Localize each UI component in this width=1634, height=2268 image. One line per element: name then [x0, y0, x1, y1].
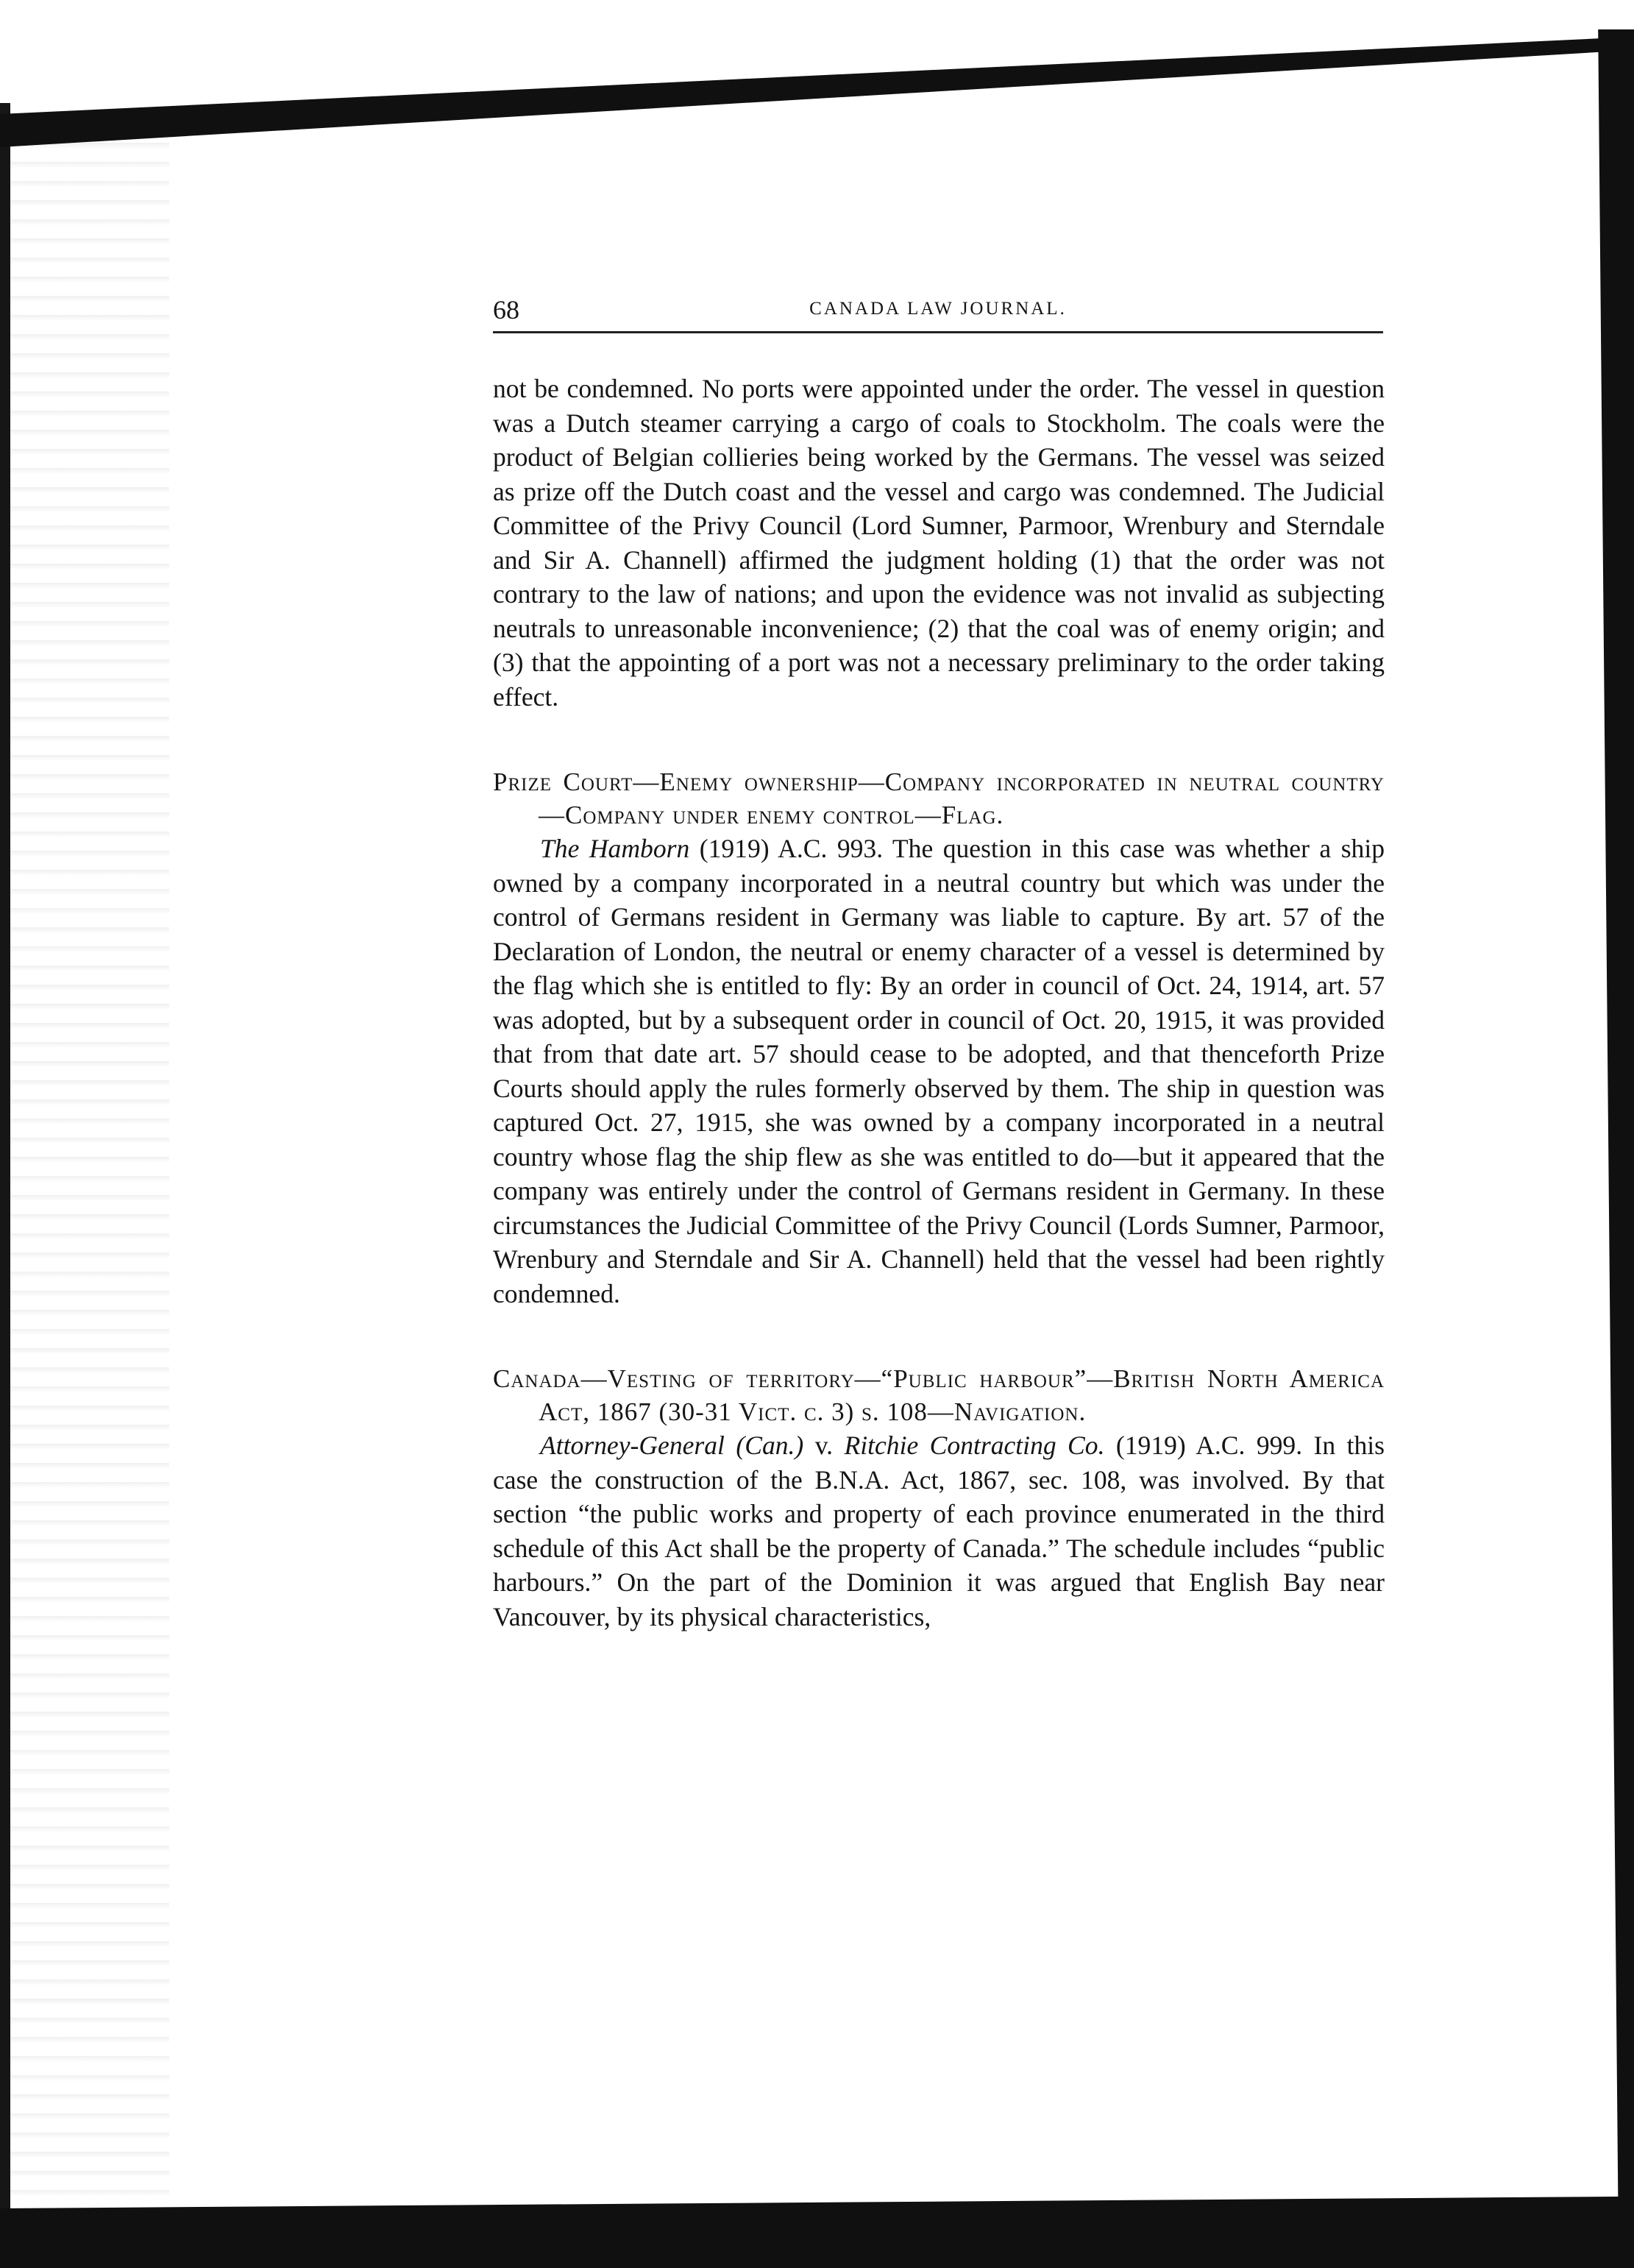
section-heading-canada	[493, 1362, 1385, 1428]
case-name-versus: v.	[803, 1431, 845, 1460]
continuation-paragraph: not be condemned. No ports were appointed under the order. The vessel in question was a Dutch steamer carrying a cargo of coals to Stockholm. The coals were the product of Belgian collieries being worked by the Germans. The vessel was seized as prize off the Dutch coast and the vessel and cargo was condemned. The Judicial Committee of the Privy Council (Lord Sumner, Parmoor, Wrenbury and Sterndale and Sir A. Channell) affirmed the judgment holding (1) that the order was not contrary to the law of nations; and upon the evidence was not invalid as subjecting neutrals to unreasonable inconvenience; (2) that the coal was of enemy origin; and (3) that the appointing of a port was not a necessary preliminary to the order taking effect.	[493, 374, 1385, 712]
journal-title: CANADA LAW JOURNAL.	[809, 299, 1067, 319]
paragraph-text: (1919) A.C. 999. In this case the construction of the B.N.A. Act, 1867, sec. 108, was involved. By that section “the public works and property of each province enumerated in the third schedule of this Act shall be the property of Canada.” The schedule includes “public harbours.” On the part of the Dominion it was argued that English Bay near Vancouver, by its physical characteristics,	[493, 1431, 1385, 1631]
case-name-party-a: Attorney-General	[540, 1431, 725, 1460]
scan-edge-left	[0, 103, 10, 2267]
section-heading-prize-court	[493, 765, 1385, 832]
section-paragraph-hamborn	[493, 832, 1385, 1311]
section-heading-text: Canada—Vesting of territory—“Public harbour”—British North America Act, 1867 (30-31 Vict. c. 3) s. 108—Navigation.	[493, 1364, 1385, 1426]
body-text	[493, 372, 1385, 1634]
scan-edge-bottom	[0, 2149, 1634, 2268]
case-name: The Hamborn	[540, 834, 690, 863]
case-name-party-b: Ritchie Contracting Co.	[844, 1431, 1105, 1460]
scan-margin-left	[0, 110, 169, 2208]
section-heading-text: Prize Court—Enemy ownership—Company incorporated in neutral country—Company under enemy control—Flag.	[493, 768, 1385, 829]
paragraph-text: (1919) A.C. 993. The question in this case was whether a ship owned by a company incorporated in a neutral country but which was under the control of Germans resident in Germany was liable to capture. By art. 57 of the Declaration of London, the neutral or enemy character of a vessel is determined by the flag which she is entitled to fly: By an order in council of Oct. 24, 1914, art. 57 was adopted, but by a subsequent order in council of Oct. 20, 1915, it was provided that from that date art. 57 should cease to be adopted, and that thenceforth Prize Courts should apply the rules formerly observed by them. The ship in question was captured Oct. 27, 1915, she was owned by a company incorporated in a neutral country whose flag the ship flew as she was entitled to do—but it appeared that the company was entirely under the control of Germans resident in Germany. In these circumstances the Judicial Committee of the Privy Council (Lords Sumner, Parmoor, Wrenbury and Sterndale and Sir A. Channell) held that the vessel had been rightly condemned.	[493, 834, 1385, 1308]
page-number: 68	[493, 295, 519, 325]
case-name-jurisdiction: (Can.)	[736, 1431, 804, 1460]
scan-edge-right	[1589, 29, 1634, 2222]
section-paragraph-ritchie	[493, 1428, 1385, 1634]
running-head	[493, 294, 1383, 333]
